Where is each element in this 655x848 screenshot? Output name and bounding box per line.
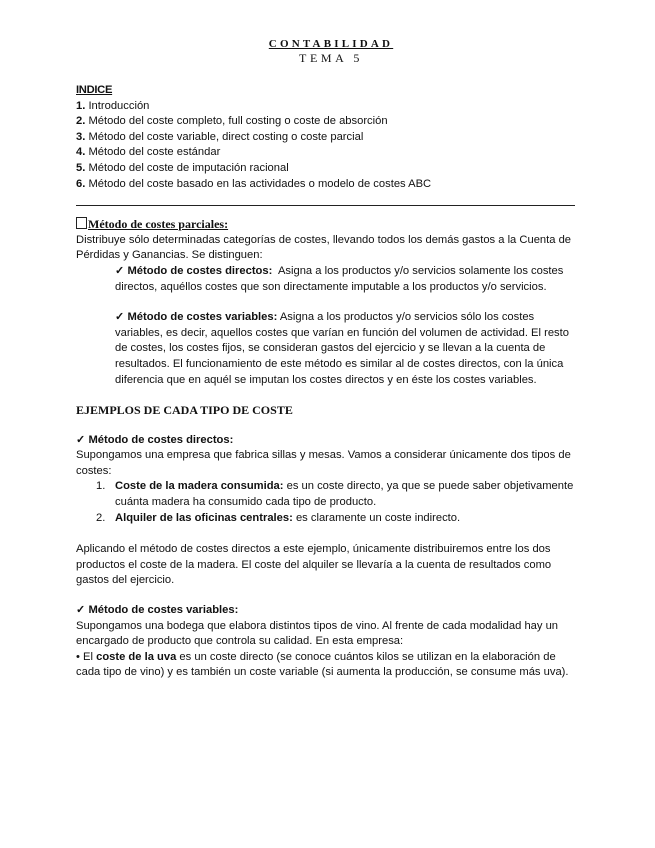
document-page <box>76 37 576 681</box>
example-variable-heading: ✓ Método de costes variables: <box>76 604 239 617</box>
document-subtitle: TEMA 5 <box>299 51 363 65</box>
index-item: 3. Método del coste variable, direct costing o coste parcial <box>76 130 364 143</box>
index-item: 1. Introducción <box>76 99 150 112</box>
example-direct-heading: ✓ Método de costes directos: <box>76 433 234 446</box>
index-item: 5. Método del coste de imputación racional <box>76 161 289 174</box>
divider-line <box>76 205 575 206</box>
index-list <box>76 99 576 193</box>
section-intro: Distribuye sólo determinadas categorías de costes, llevando todos los demás gastos a la Cuenta de Pérdidas y Ganancias. Se distinguen: <box>76 233 572 262</box>
index-item: 2. Método del coste completo, full costing o coste de absorción <box>76 115 388 128</box>
examples-heading: EJEMPLOS DE CADA TIPO DE COSTE <box>76 403 293 418</box>
index-heading: INDICE <box>76 84 113 96</box>
index-item: 4. Método del coste estándar <box>76 146 221 159</box>
example-variable-intro: Supongamos una bodega que elabora distintos tipos de vino. Al frente de cada modalidad hay un encargado de producto que controla su calidad. En esta empresa: <box>76 619 559 648</box>
example-direct-conclusion: Aplicando el método de costes directos a este ejemplo, únicamente distribuiremos entre los dos productos el coste de la madera. El coste del alquiler se llevaría a la cuenta de resultados como gastos del ejercicio. <box>76 543 552 587</box>
direct-costs-label: ✓ Método de costes directos: <box>115 264 273 277</box>
list-item: 2. Alquiler de las oficinas centrales: es claramente un coste indirecto. <box>96 511 461 524</box>
list-item: 1. Coste de la madera consumida: es un coste directo, ya que se puede saber objetivamente cuánta madera ha consumido cada tipo de producto. <box>96 480 574 509</box>
variable-costs-label: ✓ Método de costes variables: <box>115 311 278 324</box>
example-direct-intro: Supongamos una empresa que fabrica sillas y mesas. Vamos a considerar únicamente dos tipos de costes: <box>76 449 571 477</box>
variable-costs-definition: ✓ Método de costes variables: Asigna a los productos y/o servicios sólo los costes variables, es decir, aquellos costes que varían en función del volumen de actividad. El resto de costes, los costes fijos, se consideran gastos del ejercicio y se llevan a la cuenta de resultados. El funcionamiento de este método es similar al de costes directos, con la única diferencia que en aquél se imputan los costes directos y en éste los costes variables. <box>115 311 569 386</box>
direct-costs-definition: ✓ Método de costes directos: Asigna a los productos y/o servicios solamente los costes directos, aquéllos costes que son directamente imputable a los productos y/o servicios. <box>115 264 564 293</box>
example-variable-bullet: • El coste de la uva es un coste directo (se conoce cuántos kilos se utilizan en la elaboración de cada tipo de vino) y es también un coste variable (si aumenta la producción, se consume más uva). <box>76 650 569 679</box>
section-heading: Método de costes parciales: <box>76 217 576 233</box>
document-title: CONTABILIDAD <box>268 38 394 50</box>
index-item: 6. Método del coste basado en las actividades o modelo de costes ABC <box>76 177 432 190</box>
checkbox-square-icon <box>76 217 87 229</box>
